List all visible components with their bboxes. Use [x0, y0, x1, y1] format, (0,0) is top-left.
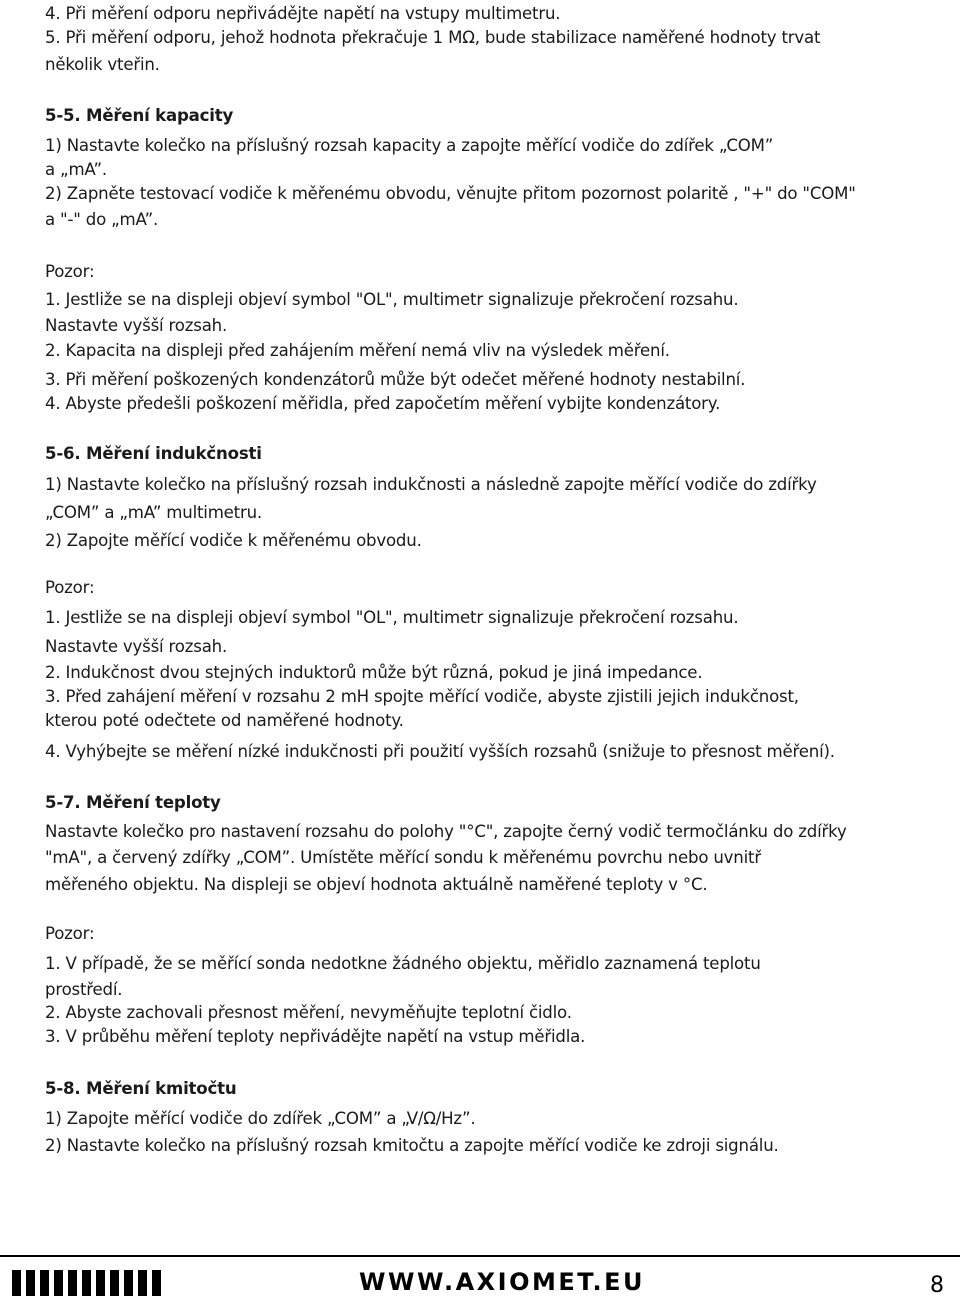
footer-website: WWW.AXIOMET.EU	[359, 1268, 645, 1296]
text-line: 1. V případě, že se měřící sonda nedotkne žádného objektu, měřidlo zaznamená teplotu	[45, 954, 761, 973]
text-line: 1. Jestliže se na displeji objeví symbol "OL", multimetr signalizuje překročení rozsahu.	[45, 608, 739, 627]
text-line: 1) Nastavte kolečko na příslušný rozsah indukčnosti a následně zapojte měřící vodiče do zdířky	[45, 475, 817, 494]
text-line: Nastavte kolečko pro nastavení rozsahu do polohy "°C", zapojte černý vodič termočlánku do zdířky	[45, 822, 847, 841]
warning-label: Pozor:	[45, 262, 95, 281]
warning-label: Pozor:	[45, 924, 95, 943]
text-line: 3. V průběhu měření teploty nepřivádějte napětí na vstup měřidla.	[45, 1027, 586, 1046]
footer-divider	[0, 1255, 960, 1257]
text-line: 5. Při měření odporu, jehož hodnota překračuje 1 MΩ, bude stabilizace naměřené hodnoty trvat	[45, 28, 821, 47]
text-line: Nastavte vyšší rozsah.	[45, 637, 228, 656]
text-line: 1. Jestliže se na displeji objeví symbol "OL", multimetr signalizuje překročení rozsahu.	[45, 290, 739, 309]
text-line: měřeného objektu. Na displeji se objeví hodnota aktuálně naměřené teploty v °C.	[45, 875, 708, 894]
warning-label: Pozor:	[45, 578, 95, 597]
brand-stripes-icon	[12, 1270, 161, 1296]
section-heading: 5-6. Měření indukčnosti	[45, 444, 262, 463]
text-line: kterou poté odečtete od naměřené hodnoty.	[45, 711, 404, 730]
text-line: 1) Zapojte měřící vodiče do zdířek „COM” a „V/Ω/Hz”.	[45, 1109, 476, 1128]
text-line: "mA", a červený zdířky „COM”. Umístěte měřící sondu k měřenému povrchu nebo uvnitř	[45, 848, 761, 867]
text-line: 1) Nastavte kolečko na příslušný rozsah kapacity a zapojte měřící vodiče do zdířek „COM”	[45, 136, 774, 155]
text-line: prostředí.	[45, 980, 123, 999]
text-line: 2. Abyste zachovali přesnost měření, nevyměňujte teplotní čidlo.	[45, 1003, 572, 1022]
text-line: Nastavte vyšší rozsah.	[45, 316, 228, 335]
text-line: 2) Zapněte testovací vodiče k měřenému obvodu, věnujte přitom pozornost polaritě , "+" do "COM"	[45, 184, 856, 203]
text-line: 2. Kapacita na displeji před zahájením měření nemá vliv na výsledek měření.	[45, 341, 670, 360]
text-line: 4. Vyhýbejte se měření nízké indukčnosti při použití vyšších rozsahů (snižuje to přesnost měření).	[45, 742, 835, 761]
text-line: 2) Nastavte kolečko na příslušný rozsah kmitočtu a zapojte měřící vodiče ke zdroji signálu.	[45, 1136, 779, 1155]
text-line: 4. Při měření odporu nepřivádějte napětí na vstupy multimetru.	[45, 4, 561, 23]
text-line: a "-" do „mA”.	[45, 210, 159, 229]
text-line: několik vteřin.	[45, 55, 160, 74]
page-number: 8	[930, 1273, 944, 1298]
text-line: 2) Zapojte měřící vodiče k měřenému obvodu.	[45, 531, 422, 550]
section-heading: 5-5. Měření kapacity	[45, 106, 234, 125]
text-line: „COM” a „mA” multimetru.	[45, 503, 263, 522]
text-line: 2. Indukčnost dvou stejných induktorů může být různá, pokud je jiná impedance.	[45, 663, 703, 682]
text-line: 3. Před zahájení měření v rozsahu 2 mH spojte měřící vodiče, abyste zjistili jejich indukčnost,	[45, 687, 799, 706]
text-line: a „mA”.	[45, 160, 107, 179]
section-heading: 5-8. Měření kmitočtu	[45, 1079, 237, 1098]
text-line: 3. Při měření poškozených kondenzátorů může být odečet měřené hodnoty nestabilní.	[45, 370, 746, 389]
text-line: 4. Abyste předešli poškození měřidla, před započetím měření vybijte kondenzátory.	[45, 394, 721, 413]
section-heading: 5-7. Měření teploty	[45, 793, 221, 812]
